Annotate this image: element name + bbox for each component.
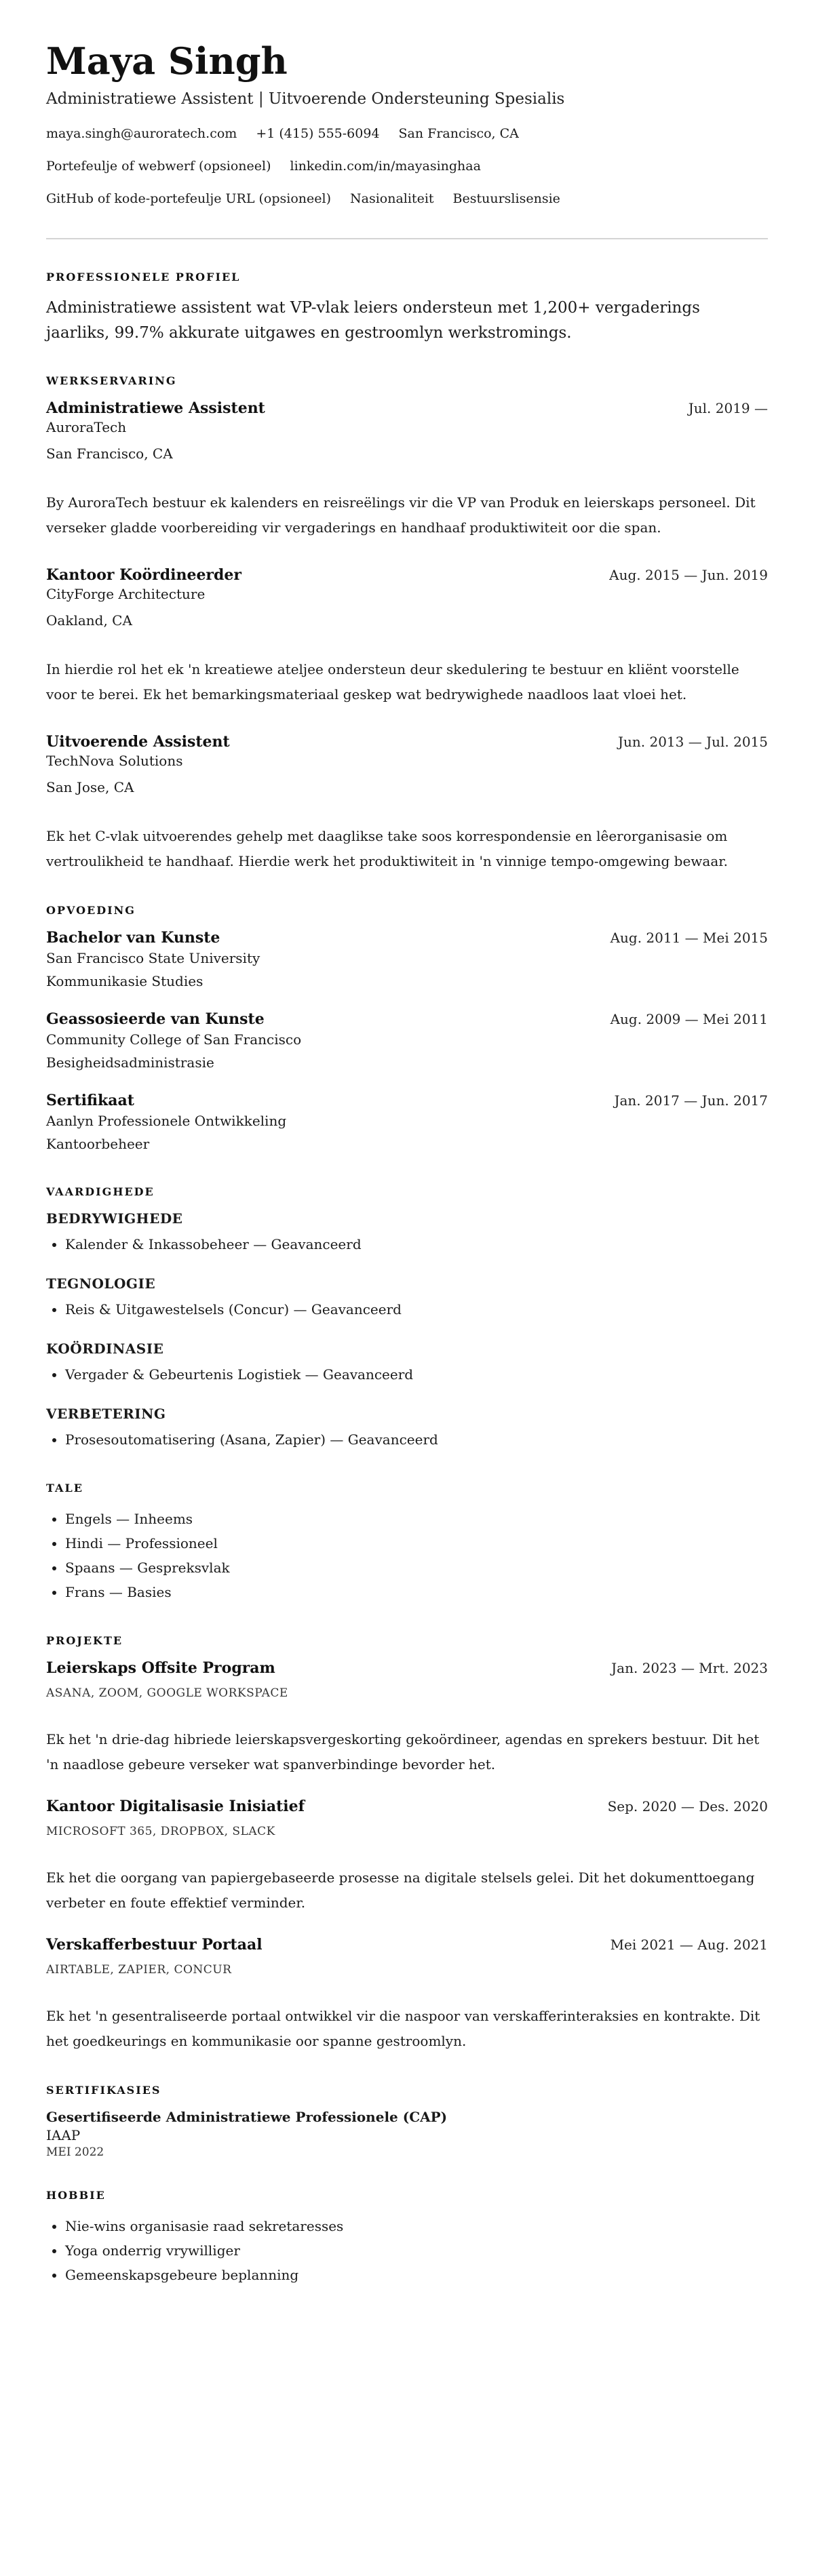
skill-item: • Kalender & Inkassobeheer — Geavanceerd (65, 1232, 768, 1256)
contact-item[interactable]: GitHub of kode-portefeulje URL (opsioneel) (46, 191, 331, 206)
job-location: San Francisco, CA (46, 445, 173, 462)
project-description: Ek het 'n gesentraliseerde portaal ontwikkel vir die naspoor van verskafferinteraksies en kontrakte. Dit het goedkeurings en kommunikasie oor spanne gestroomlyn. (46, 2007, 760, 2049)
contact-item[interactable]: linkedin.com/in/mayasinghaa (290, 158, 481, 174)
languages-list (46, 1507, 768, 1604)
certification-issuer: IAAP (46, 2126, 81, 2143)
certification-date: MEI 2022 (46, 2145, 104, 2159)
project-description: Ek het 'n drie-dag hibriede leierskapsvergeskorting gekoördineer, agendas en sprekers bestuur. Dit het 'n naadlose gebeure verseker wat spanverbindinge bevorder het. (46, 1730, 760, 1772)
job-description: Ek het C-vlak uitvoerendes gehelp met daaglikse take soos korrespondensie en lêerorganisasie om vertroulikheid te handhaaf. Hierdie werk het produktiwiteit in 'n vinnige tempo-omgewing bewaar. (46, 827, 728, 869)
skill-list (46, 1427, 768, 1452)
education-section (46, 904, 768, 1155)
candidate-headline: Administratiewe Assistent | Uitvoerende Ondersteuning Spesialis (46, 90, 565, 108)
skill-category: BEDRYWIGHEDE (46, 1210, 183, 1227)
hobby-item: • Yoga onderrig vrywilliger (65, 2238, 768, 2263)
skill-list (46, 1297, 768, 1322)
skill-list (46, 1232, 768, 1256)
job-location: Oakland, CA (46, 612, 132, 629)
company-name: AuroraTech (46, 418, 127, 435)
entry-header (46, 1659, 768, 1677)
skill-category: TEGNOLOGIE (46, 1275, 156, 1292)
job-dates: Jul. 2019 — (688, 399, 768, 416)
experience-heading: WERKSERVARING (46, 374, 177, 387)
project-tools: ASANA, ZOOM, GOOGLE WORKSPACE (46, 1686, 288, 1700)
project-tools: AIRTABLE, ZAPIER, CONCUR (46, 1962, 232, 1977)
degree-title: Bachelor van Kunste (46, 928, 220, 947)
field-of-study: Kantoorbeheer (46, 1135, 150, 1152)
skills-section (46, 1185, 768, 1452)
contact-row (46, 158, 768, 174)
project-entry (46, 1798, 768, 1916)
contact-item[interactable]: maya.singh@auroratech.com (46, 125, 237, 141)
experience-section (46, 374, 768, 874)
certification-title: Gesertifiseerde Administratiewe Professionele (CAP) (46, 2108, 448, 2125)
education-dates: Aug. 2011 — Mei 2015 (610, 929, 768, 946)
entry-header (46, 399, 768, 417)
skill-item: • Vergader & Gebeurtenis Logistiek — Geavanceerd (65, 1362, 768, 1387)
profile-heading: PROFESSIONELE PROFIEL (46, 270, 241, 283)
hobby-item: • Gemeenskapsgebeure beplanning (65, 2263, 768, 2287)
school-name: Aanlyn Professionele Ontwikkeling (46, 1112, 287, 1129)
contact-info (46, 125, 768, 207)
entry-header (46, 1092, 768, 1109)
language-item: • Engels — Inheems (65, 1507, 768, 1531)
job-description: By AuroraTech bestuur ek kalenders en reisreëlings vir die VP van Produk en leierskaps personeel. Dit verseker gladde voorbereiding vir vergaderings en handhaaf produktiwiteit oor die span. (46, 494, 756, 536)
profile-summary: Administratiewe assistent wat VP-vlak leiers ondersteun met 1,200+ vergaderings jaarliks, 99.7% akkurate uitgawes en gestroomlyn werkstromings. (46, 298, 700, 342)
company-name: CityForge Architecture (46, 585, 206, 602)
entry-header (46, 1798, 768, 1815)
projects-heading: PROJEKTE (46, 1633, 123, 1647)
education-dates: Aug. 2009 — Mei 2011 (610, 1010, 768, 1027)
degree-title: Geassosieerde van Kunste (46, 1010, 265, 1028)
experience-entry (46, 566, 768, 707)
company-name: TechNova Solutions (46, 752, 183, 769)
contact-item[interactable]: Bestuurslisensie (452, 191, 560, 206)
contact-item[interactable]: Portefeulje of webwerf (opsioneel) (46, 158, 271, 174)
job-title: Uitvoerende Assistent (46, 732, 230, 751)
education-dates: Jan. 2017 — Jun. 2017 (614, 1092, 768, 1109)
project-entry (46, 1659, 768, 1777)
project-entry (46, 1936, 768, 2054)
language-item: • Hindi — Professioneel (65, 1531, 768, 1555)
project-dates: Mei 2021 — Aug. 2021 (610, 1936, 768, 1953)
job-location: San Jose, CA (46, 778, 134, 795)
field-of-study: Kommunikasie Studies (46, 972, 204, 989)
field-of-study: Besigheidsadministrasie (46, 1054, 214, 1071)
skill-category: KOÖRDINASIE (46, 1340, 164, 1357)
project-dates: Sep. 2020 — Des. 2020 (607, 1798, 768, 1815)
education-entry (46, 1010, 768, 1074)
entry-header (46, 566, 768, 584)
contact-row (46, 125, 768, 142)
experience-entry (46, 399, 768, 540)
language-item: • Frans — Basies (65, 1580, 768, 1604)
contact-item[interactable]: +1 (415) 555-6094 (256, 125, 380, 141)
skill-list (46, 1362, 768, 1387)
job-description: In hierdie rol het ek 'n kreatiewe ateljee ondersteun deur skedulering te bestuur en kliënt voorstelle voor te berei. Ek het bemarkingsmateriaal geskep wat bedrywighede naadloos laat vloei het. (46, 660, 739, 702)
languages-heading: TALE (46, 1481, 83, 1494)
skills-heading: VAARDIGHEDE (46, 1185, 155, 1198)
project-title: Leierskaps Offsite Program (46, 1659, 275, 1677)
entry-header (46, 1010, 768, 1028)
project-tools: MICROSOFT 365, DROPBOX, SLACK (46, 1824, 275, 1838)
entry-header (46, 929, 768, 947)
certifications-heading: SERTIFIKASIES (46, 2083, 161, 2097)
project-title: Kantoor Digitalisasie Inisiatief (46, 1797, 305, 1815)
contact-row (46, 191, 768, 207)
hobbies-heading: HOBBIE (46, 2188, 106, 2202)
degree-title: Sertifikaat (46, 1091, 134, 1109)
skill-item: • Reis & Uitgawestelsels (Concur) — Geavanceerd (65, 1297, 768, 1322)
entry-header (46, 733, 768, 751)
candidate-name: Maya Singh (46, 39, 288, 83)
project-description: Ek het die oorgang van papiergebaseerde prosesse na digitale stelsels gelei. Dit het dokumenttoegang verbeter en foute effektief verminder. (46, 1869, 755, 1911)
education-entry (46, 1092, 768, 1155)
project-title: Verskafferbestuur Portaal (46, 1935, 263, 1954)
education-entry (46, 929, 768, 993)
language-item: • Spaans — Gespreksvlak (65, 1555, 768, 1580)
contact-item[interactable]: San Francisco, CA (398, 125, 519, 141)
job-title: Kantoor Koördineerder (46, 566, 241, 584)
entry-header (46, 1936, 768, 1954)
job-dates: Aug. 2015 — Jun. 2019 (609, 566, 768, 583)
contact-item[interactable]: Nasionaliteit (350, 191, 434, 206)
project-dates: Jan. 2023 — Mrt. 2023 (611, 1659, 768, 1676)
hobbies-list (46, 2214, 768, 2287)
education-heading: OPVOEDING (46, 903, 136, 917)
hobby-item: • Nie-wins organisasie raad sekretaresses (65, 2214, 768, 2238)
skill-item: • Prosesoutomatisering (Asana, Zapier) — Geavanceerd (65, 1427, 768, 1452)
experience-entry (46, 733, 768, 874)
job-dates: Jun. 2013 — Jul. 2015 (617, 733, 768, 750)
projects-section (46, 1634, 768, 2054)
hobbies-section (46, 2189, 768, 2287)
school-name: San Francisco State University (46, 949, 260, 966)
school-name: Community College of San Francisco (46, 1031, 302, 1048)
header-divider (46, 238, 768, 239)
languages-section (46, 1482, 768, 1604)
certifications-section (46, 2084, 768, 2159)
job-title: Administratiewe Assistent (46, 399, 265, 417)
skill-category: VERBETERING (46, 1405, 166, 1422)
